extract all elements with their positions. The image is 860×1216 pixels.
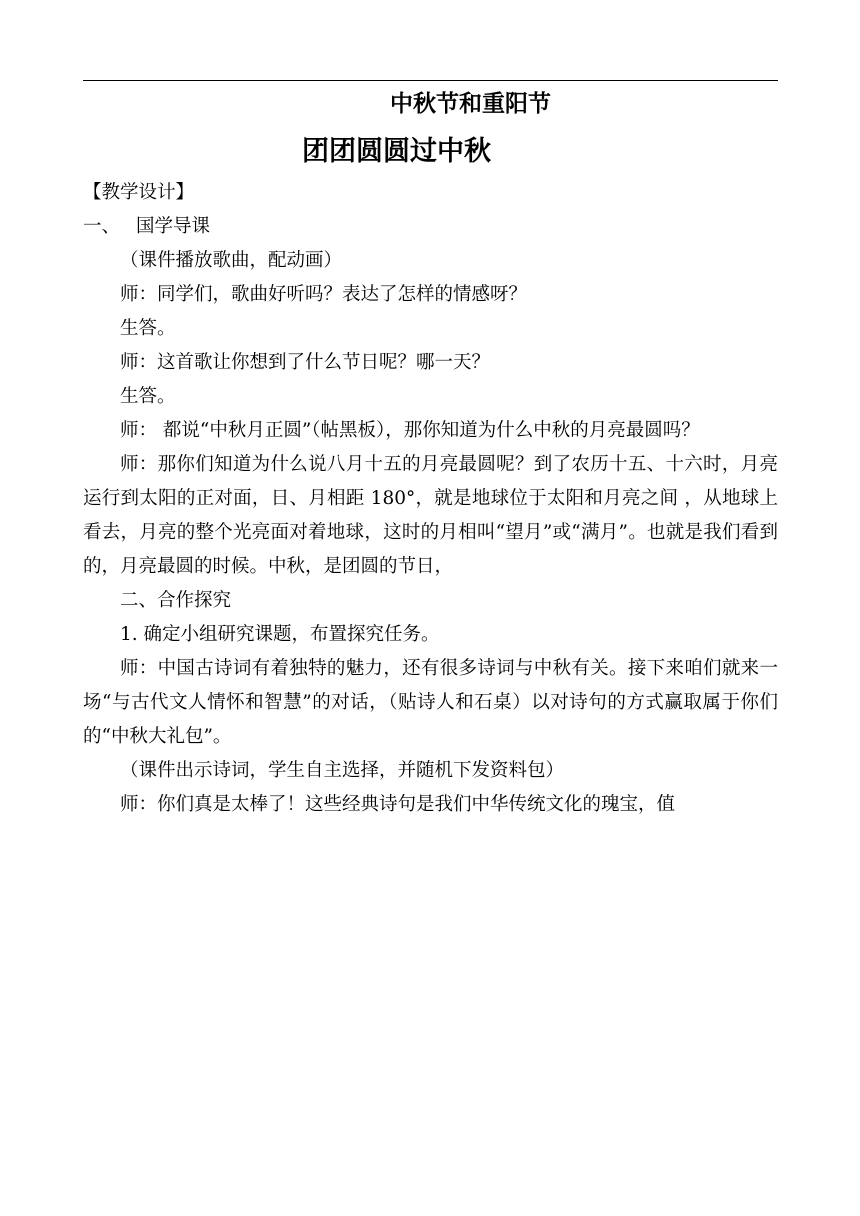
paragraph-10: （课件出示诗词，学生自主选择，并随机下发资料包） [120, 760, 565, 781]
document-body [83, 176, 778, 822]
paragraph-6: 师： 都说“中秋月正圆”（帖黑板），那你知道为什么中秋的月亮最圆吗？ [120, 420, 700, 441]
paragraph-2: 师：同学们，歌曲好听吗？表达了怎样的情感呀？ [120, 284, 528, 305]
paragraph-3: 生答。 [120, 318, 176, 339]
paragraph-5: 生答。 [120, 386, 176, 407]
paragraph-11: 师：你们真是太棒了！这些经典诗句是我们中华传统文化的瑰宝，值 [120, 794, 676, 815]
section-heading-text: 国学导课 [136, 216, 211, 237]
paragraph-9: 师：中国古诗词有着独特的魅力，还有很多诗词与中秋有关。接下来咱们就来一场“与古代文人情怀和智慧”的对话，（贴诗人和石桌）以对诗句的方式赢取属于你们的“中秋大礼包”。 [83, 658, 778, 747]
section-label: 【教学设计】 [83, 182, 195, 203]
section-number: 一、 [83, 216, 121, 237]
paragraph-8: 1. 确定小组研究课题，布置探究任务。 [120, 624, 440, 645]
header-rule [83, 80, 778, 81]
document-subtitle: 团团圆圆过中秋 [302, 136, 491, 167]
document-title: 中秋节和重阳节 [390, 90, 551, 117]
paragraph-7: 师：那你们知道为什么说八月十五的月亮最圆呢？到了农历十五、十六时，月亮运行到太阳的正对面，日、月相距 180°，就是地球位于太阳和月亮之间 ，从地球上看去，月亮的整个光亮面对着地球，这时的月相叫“望月”或“满月”。也就是我们看到的，月亮最圆的时候。中秋，是团圆的节日， [83, 454, 778, 577]
section-heading-1 [83, 210, 778, 244]
paragraph-1: （课件播放歌曲，配动画） [120, 250, 343, 271]
section-heading-2: 二、合作探究 [120, 590, 232, 611]
paragraph-4: 师：这首歌让你想到了什么节日呢？哪一天？ [120, 352, 491, 373]
